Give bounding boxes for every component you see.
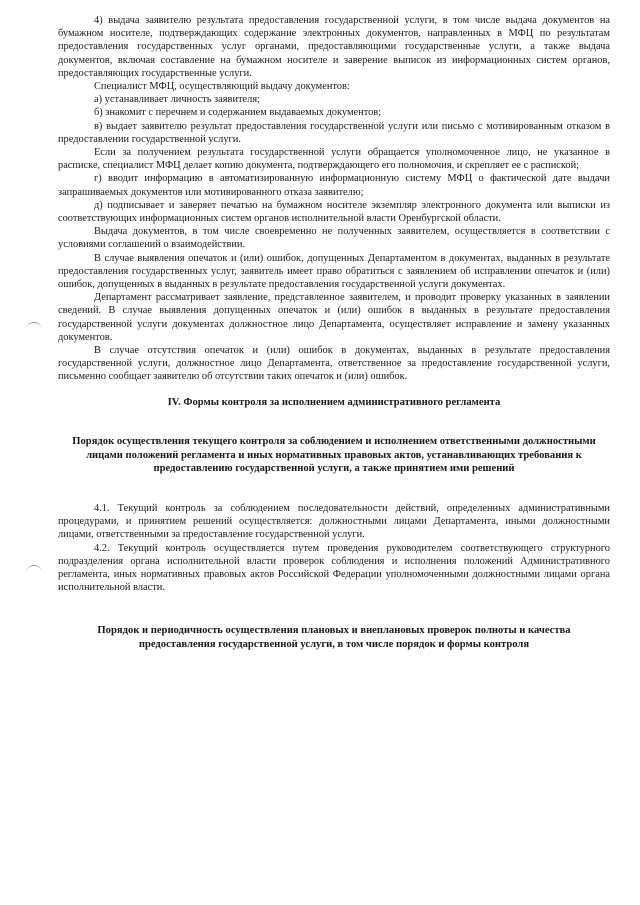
punch-hole-mark-upper (26, 322, 42, 331)
paragraph-department-review: Департамент рассматривает заявление, представленное заявителем, и проводит проверку указанных в заявлении сведений. В случае выявления допущенных опечаток и (или) ошибок в выданных в результате предоставления государственной услуги документах должностное лицо Департамента, осуществляет исправление и замену указанных документов. (58, 292, 610, 343)
paragraph-authorized-person: Если за получением результата государственной услуги обращается уполномоченное лицо, не указанное в расписке, специалист МФЦ делает копию документа, подтверждающего его полномочия, и скрепляет ее с распиской; (58, 147, 610, 172)
paragraph-4-2: 4.2. Текущий контроль осуществляется путем проведения руководителем соответствующего структурного подразделения органа исполнительной власти проверок соблюдения и исполнения положений Административного регламента, иных нормативных правовых актов Российской Федерации уполномоченными должностными лицами органа исполнительной власти. (58, 542, 610, 594)
subheading-current-control: Порядок осуществления текущего контроля за соблюдением и исполнением ответственными должностными лицами положений регламента и иных нормативных правовых актов, устанавливающих требования к предоставлению государственной услуги, а также принятием ими решений (72, 436, 596, 475)
section-heading: IV. Формы контроля за исполнением административного регламента (167, 396, 501, 408)
paragraph-no-errors: В случае отсутствия опечаток и (или) ошибок в документах, выданных в результате предоставления государственной услуги, должностное лицо Департамента, ответственное за предоставление государственной услуги, письменно сообщает заявителю об отсутствии таких опечаток и (или) ошибок. (58, 345, 610, 383)
punch-hole-mark-lower (26, 565, 42, 574)
paragraph-item-b: б) знакомит с перечнем и содержанием выдаваемых документов; (94, 107, 382, 119)
paragraph-item-d: д) подписывает и заверяет печатью на бумажном носителе экземпляр электронного документа или выписки из соответствующих информационных систем органов исполнительной власти Оренбургской области. (58, 199, 610, 225)
paragraph-item-v: в) выдает заявителю результат предоставления государственной услуги или письмо с мотивированным отказом в предоставлении государственной услуги. (58, 120, 610, 145)
subheading-inspections: Порядок и периодичность осуществления плановых и внеплановых проверок полноты и качества предоставления государственной услуги, в том числе порядок и формы контроля (97, 625, 571, 651)
paragraph-item-4: 4) выдача заявителю результата предоставления государственной услуги, в том числе выдача документов на бумажном носителе, подтверждающих содержание электронных документов, направленных в МФЦ по результатам предоставления государственных услуг органами, предоставляющими государственные услуги, а также выдача документов, включая составление на бумажном носителе и заверение выписок из информационных систем органов, предоставляющих государственные услуги. (58, 15, 610, 79)
paragraph-errors: В случае выявления опечаток и (или) ошибок, допущенных Департаментом в документах, выданных в результате предоставления государственных услуг, заявитель имеет право обратиться с заявлением об исправлении опечаток и (или) ошибок, допущенных в выданных в результате предоставления государственной услуги документах. (58, 252, 610, 291)
paragraph-item-g: г) вводит информацию в автоматизированную информационную систему МФЦ о фактической дате выдачи запрашиваемых документов или мотивированного отказа заявителю; (58, 173, 610, 198)
paragraph-item-a: а) устанавливает личность заявителя; (94, 94, 261, 106)
paragraph-issuance: Выдача документов, в том числе своевременно не полученных заявителем, осуществляется в соответствии с условиями соглашений о взаимодействии. (58, 226, 610, 251)
paragraph-4-1: 4.1. Текущий контроль за соблюдением последовательности действий, определенных административными процедурами, и принятием решений осуществляется: должностными лицами Департамента, иными должностными лицами, ответственными за предоставление государственной услуги. (58, 503, 610, 541)
paragraph-mfc-specialist: Специалист МФЦ, осуществляющий выдачу документов: (94, 81, 350, 93)
document-page (58, 14, 610, 652)
